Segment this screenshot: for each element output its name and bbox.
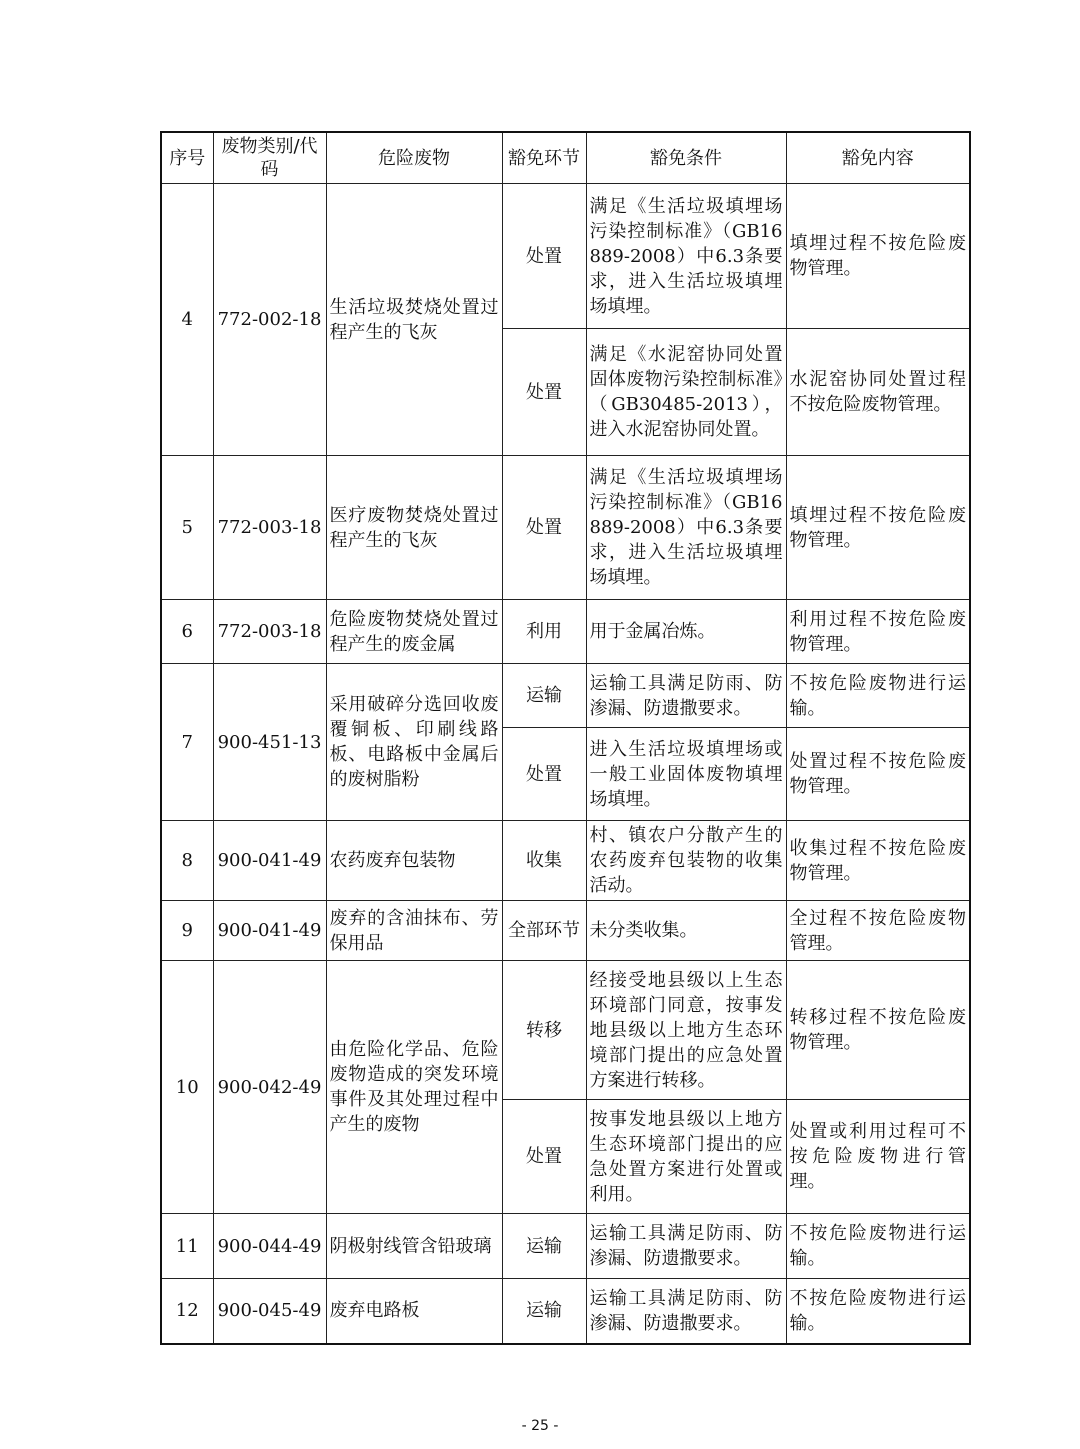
row-code: 772-002-18 [213,184,326,456]
header-code: 废物类别/代码 [213,132,326,184]
table-row [161,961,970,1100]
row-content: 不按危险废物进行运输。 [786,1279,970,1344]
row-code: 900-044-49 [213,1214,326,1279]
row-condition: 经接受地县级以上生态环境部门同意，按事发地县级以上地方生态环境部门提出的应急处置方案进行转移。 [586,961,786,1100]
row-condition: 满足《生活垃圾填埋场污染控制标准》（GB16889-2008）中6.3条要求，进入生活垃圾填埋场填埋。 [586,456,786,600]
row-stage: 处置 [502,456,586,600]
exemption-table [160,131,971,1345]
row-condition: 未分类收集。 [586,901,786,961]
row-content: 填埋过程不按危险废物管理。 [786,456,970,600]
row-content: 水泥窑协同处置过程不按危险废物管理。 [786,329,970,456]
table-row [161,600,970,664]
row-waste: 农药废弃包装物 [326,821,502,901]
row-code: 772-003-18 [213,456,326,600]
row-content: 收集过程不按危险废物管理。 [786,821,970,901]
row-code: 900-041-49 [213,901,326,961]
table-row [161,456,970,600]
row-no: 9 [161,901,213,961]
row-waste: 废弃的含油抹布、劳保用品 [326,901,502,961]
table-row [161,184,970,329]
row-condition: 进入生活垃圾填埋场或一般工业固体废物填埋场填埋。 [586,728,786,821]
row-stage: 收集 [502,821,586,901]
header-row [161,132,970,184]
row-no: 10 [161,961,213,1214]
header-stage: 豁免环节 [502,132,586,184]
table-row [161,901,970,961]
row-stage: 全部环节 [502,901,586,961]
header-no: 序号 [161,132,213,184]
row-no: 12 [161,1279,213,1344]
row-stage: 处置 [502,184,586,329]
row-code: 772-003-18 [213,600,326,664]
header-waste: 危险废物 [326,132,502,184]
row-stage: 处置 [502,329,586,456]
row-content: 处置过程不按危险废物管理。 [786,728,970,821]
row-condition: 按事发地县级以上地方生态环境部门提出的应急处置方案进行处置或利用。 [586,1100,786,1214]
row-content: 填埋过程不按危险废物管理。 [786,184,970,329]
row-content: 转移过程不按危险废物管理。 [786,961,970,1100]
table-row [161,664,970,728]
row-no: 6 [161,600,213,664]
row-waste: 采用破碎分选回收废覆铜板、印刷线路板、电路板中金属后的废树脂粉 [326,664,502,821]
table-row [161,821,970,901]
row-code: 900-042-49 [213,961,326,1214]
row-code: 900-041-49 [213,821,326,901]
row-condition: 运输工具满足防雨、防渗漏、防遗撒要求。 [586,1279,786,1344]
row-content: 不按危险废物进行运输。 [786,664,970,728]
row-condition: 满足《生活垃圾填埋场污染控制标准》（GB16889-2008）中6.3条要求，进入生活垃圾填埋场填埋。 [586,184,786,329]
row-waste: 废弃电路板 [326,1279,502,1344]
row-stage: 利用 [502,600,586,664]
row-waste: 危险废物焚烧处置过程产生的废金属 [326,600,502,664]
row-no: 5 [161,456,213,600]
row-no: 8 [161,821,213,901]
row-stage: 运输 [502,1214,586,1279]
table-row [161,1214,970,1279]
row-no: 11 [161,1214,213,1279]
row-condition: 用于金属冶炼。 [586,600,786,664]
row-waste: 阴极射线管含铅玻璃 [326,1214,502,1279]
row-condition: 运输工具满足防雨、防渗漏、防遗撒要求。 [586,1214,786,1279]
row-condition: 满足《水泥窑协同处置固体废物污染控制标准》（GB30485-2013），进入水泥窑协同处置。 [586,329,786,456]
row-no: 4 [161,184,213,456]
table-row [161,1279,970,1344]
row-condition: 运输工具满足防雨、防渗漏、防遗撒要求。 [586,664,786,728]
row-code: 900-451-13 [213,664,326,821]
row-waste: 生活垃圾焚烧处置过程产生的飞灰 [326,184,502,456]
row-content: 利用过程不按危险废物管理。 [786,600,970,664]
row-code: 900-045-49 [213,1279,326,1344]
row-content: 不按危险废物进行运输。 [786,1214,970,1279]
row-stage: 转移 [502,961,586,1100]
row-stage: 运输 [502,664,586,728]
header-condition: 豁免条件 [586,132,786,184]
row-content: 全过程不按危险废物管理。 [786,901,970,961]
row-condition: 村、镇农户分散产生的农药废弃包装物的收集活动。 [586,821,786,901]
header-content: 豁免内容 [786,132,970,184]
row-stage: 处置 [502,728,586,821]
row-no: 7 [161,664,213,821]
row-content: 处置或利用过程可不按危险废物进行管理。 [786,1100,970,1214]
row-waste: 由危险化学品、危险废物造成的突发环境事件及其处理过程中产生的废物 [326,961,502,1214]
row-stage: 处置 [502,1100,586,1214]
row-waste: 医疗废物焚烧处置过程产生的飞灰 [326,456,502,600]
row-stage: 运输 [502,1279,586,1344]
page-number: - 25 - [521,1418,559,1434]
